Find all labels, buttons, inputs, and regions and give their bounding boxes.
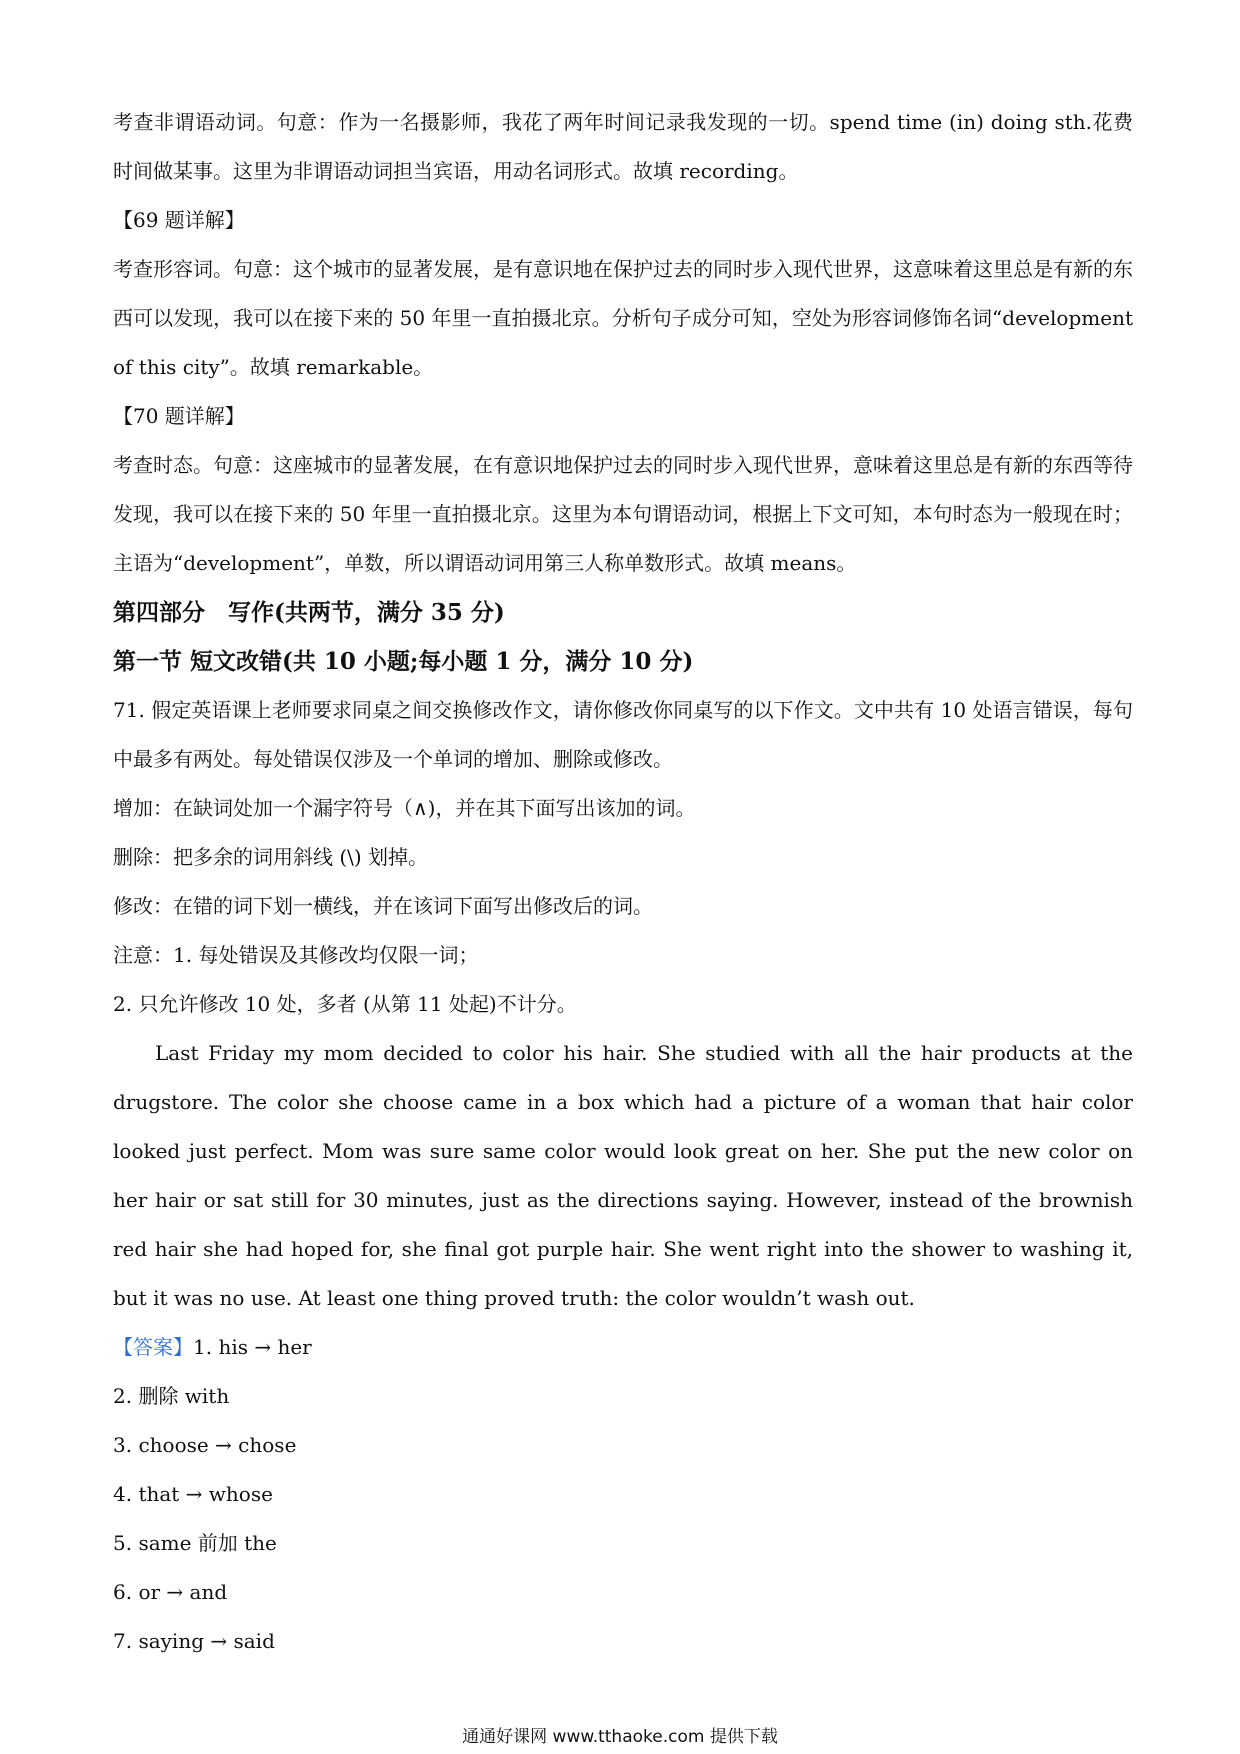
note-2: 2. 只允许修改 10 处，多者 (从第 11 处起)不计分。	[113, 992, 577, 1016]
answer-item: 2. 删除 with	[113, 1384, 230, 1408]
essay-passage: Last Friday my mom decided to color his hair. She studied with all the hair products at the drugstore. The color she choose came in a box which had a picture of a woman that hair color looked just perfect. Mom was sure same color would look great on her. She put the new color on her hair or sat still for 30 minutes, just as the directions saying. However, instead of the brownish red hair she had hoped for, she final got purple hair. She went right into the shower to washing it, but it was no use. At least one thing proved truth: the color wouldn’t wash out.	[113, 1041, 1133, 1310]
answer-item: 5. same 前加 the	[113, 1531, 277, 1555]
q70-explanation: 考查时态。句意：这座城市的显著发展，在有意识地保护过去的同时步入现代世界，意味着这里总是有新的东西等待发现，我可以在接下来的 50 年里一直拍摄北京。这里为本句谓语动词，根据上下文可知，本句时态为一般现在时；主语为“development”，单数，所以谓语动词用第三人称单数形式。故填 means。	[113, 453, 1133, 575]
q71-instruction: 71. 假定英语课上老师要求同桌之间交换修改作文，请你修改你同桌写的以下作文。文中共有 10 处语言错误，每句中最多有两处。每处错误仅涉及一个单词的增加、删除或修改。	[113, 698, 1133, 771]
q69-explanation: 考查形容词。句意：这个城市的显著发展，是有意识地在保护过去的同时步入现代世界，这意味着这里总是有新的东西可以发现，我可以在接下来的 50 年里一直拍摄北京。分析句子成分可知，空处为形容词修饰名词“development of this city”。故填 remarkable。	[113, 257, 1133, 379]
add-rule: 增加：在缺词处加一个漏字符号（∧)，并在其下面写出该加的词。	[113, 796, 696, 820]
note-1: 注意：1. 每处错误及其修改均仅限一词；	[113, 943, 479, 967]
answer-item: 4. that → whose	[113, 1482, 273, 1506]
answer-item: 7. saying → said	[113, 1629, 275, 1653]
page-footer: 通通好课网 www.tthaoke.com 提供下载	[462, 1727, 778, 1747]
document-page	[113, 98, 1133, 1666]
q70-heading: 【70 题详解】	[113, 404, 245, 428]
modify-rule: 修改：在错的词下划一横线，并在该词下面写出修改后的词。	[113, 894, 653, 918]
part4-title: 第四部分 写作(共两节，满分 35 分)	[113, 599, 505, 626]
q69-heading: 【69 题详解】	[113, 208, 245, 232]
section1-title: 第一节 短文改错(共 10 小题;每小题 1 分，满分 10 分)	[113, 648, 694, 675]
answer-tag: 【答案】	[113, 1335, 193, 1359]
answer-line-1	[113, 1323, 1133, 1372]
q68-explanation: 考查非谓语动词。句意：作为一名摄影师，我花了两年时间记录我发现的一切。spend time (in) doing sth.花费时间做某事。这里为非谓语动词担当宾语，用动名词形式。故填 recording。	[113, 110, 1133, 183]
answer-item: 6. or → and	[113, 1580, 228, 1604]
answer-item: 1. his → her	[193, 1335, 312, 1359]
answer-item: 3. choose → chose	[113, 1433, 297, 1457]
delete-rule: 删除：把多余的词用斜线 (\) 划掉。	[113, 845, 429, 869]
